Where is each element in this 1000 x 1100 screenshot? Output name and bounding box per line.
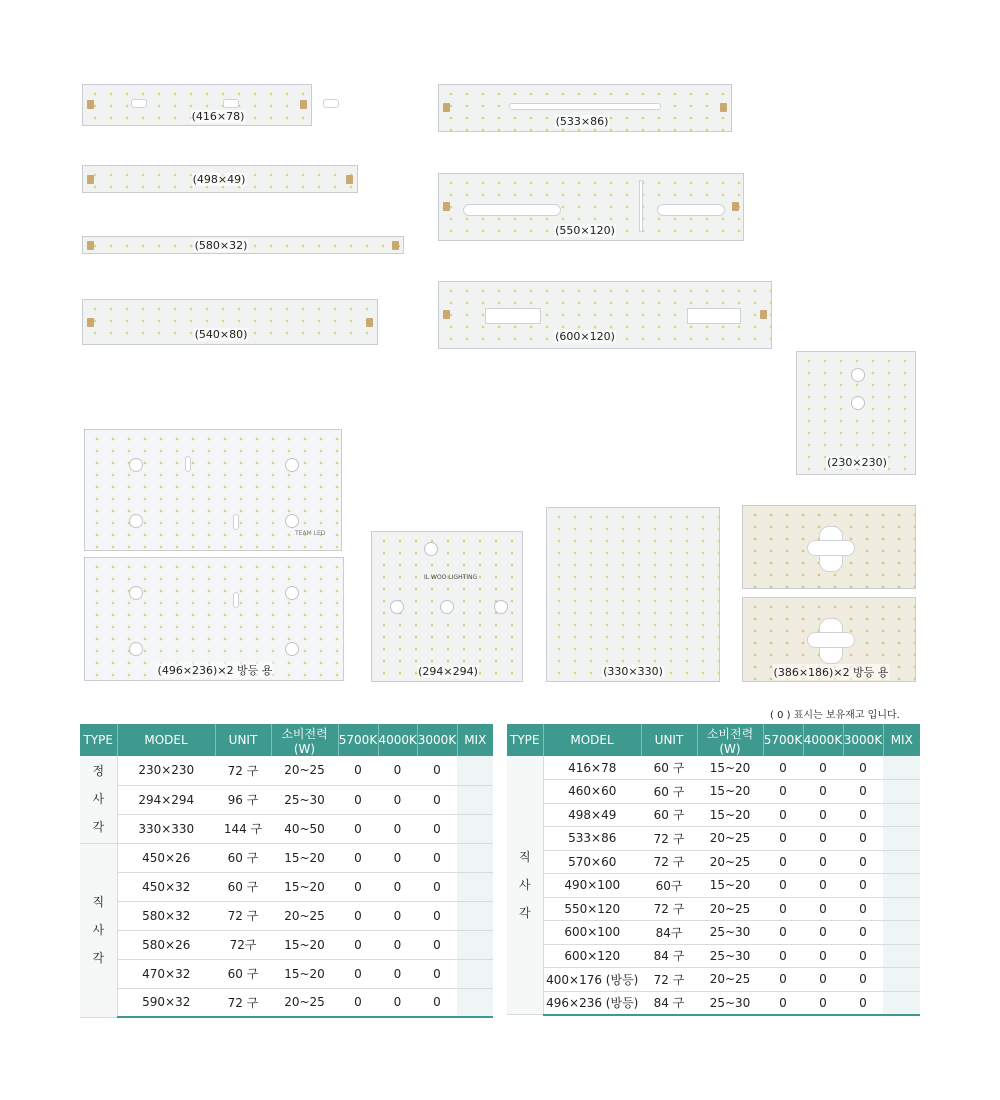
cell-unit: 72 구 <box>215 756 271 785</box>
cell-k5700: 0 <box>763 756 803 780</box>
cell-unit: 72 구 <box>641 897 697 921</box>
cell-k5700: 0 <box>763 850 803 874</box>
cell-k5700: 0 <box>763 991 803 1015</box>
cell-unit: 60 구 <box>215 872 271 901</box>
cell-k4000: 0 <box>803 944 843 968</box>
cell-k4000: 0 <box>803 897 843 921</box>
cell-model: 498×49 <box>543 803 641 827</box>
type-char: 사 <box>518 878 531 892</box>
cell-mix <box>457 785 493 814</box>
board-caption: (230×230) <box>827 456 887 469</box>
cell-k4000: 0 <box>378 930 417 959</box>
board-caption: (600×120) <box>555 330 615 343</box>
led-board-416x78 <box>82 84 312 126</box>
cell-k5700: 0 <box>763 897 803 921</box>
cell-watt: 20~25 <box>697 968 763 992</box>
led-board-540x80 <box>82 299 378 345</box>
cell-k5700: 0 <box>338 756 378 785</box>
cell-watt: 40~50 <box>271 814 338 843</box>
table-row <box>80 988 493 1017</box>
cell-k3000: 0 <box>843 944 883 968</box>
cell-mix <box>457 959 493 988</box>
cell-k3000: 0 <box>417 872 457 901</box>
cell-unit: 72 구 <box>215 901 271 930</box>
cell-model: 600×120 <box>543 944 641 968</box>
cell-k4000: 0 <box>803 968 843 992</box>
cell-model: 470×32 <box>117 959 215 988</box>
table-header-row <box>507 724 920 756</box>
cell-k3000: 0 <box>843 991 883 1015</box>
cell-model: 294×294 <box>117 785 215 814</box>
cell-k5700: 0 <box>338 959 378 988</box>
cell-model: 450×26 <box>117 843 215 872</box>
cell-k4000: 0 <box>803 850 843 874</box>
cell-watt: 15~20 <box>271 843 338 872</box>
cell-unit: 84 구 <box>641 944 697 968</box>
cell-watt: 15~20 <box>697 756 763 780</box>
led-board-498x49 <box>82 165 358 193</box>
header-4000k: 4000K <box>803 724 843 756</box>
cell-unit: 144 구 <box>215 814 271 843</box>
cell-unit: 60 구 <box>215 959 271 988</box>
cell-k3000: 0 <box>417 901 457 930</box>
cell-watt: 25~30 <box>697 991 763 1015</box>
cell-mix <box>883 803 920 827</box>
cell-k5700: 0 <box>338 901 378 930</box>
cell-k3000: 0 <box>417 930 457 959</box>
board-caption: (386×186)×2 방등 용 <box>773 666 889 679</box>
cell-watt: 15~20 <box>697 874 763 898</box>
cell-k3000: 0 <box>843 968 883 992</box>
cell-k4000: 0 <box>378 901 417 930</box>
cell-watt: 25~30 <box>271 785 338 814</box>
cell-model: 580×26 <box>117 930 215 959</box>
cell-k5700: 0 <box>763 921 803 945</box>
cell-k3000: 0 <box>843 803 883 827</box>
cell-k5700: 0 <box>763 780 803 804</box>
cell-mix <box>883 827 920 851</box>
type-char: 정 <box>92 764 105 779</box>
cell-model: 570×60 <box>543 850 641 874</box>
table-row <box>80 756 493 785</box>
cell-watt: 25~30 <box>697 921 763 945</box>
cell-k5700: 0 <box>763 968 803 992</box>
cell-unit: 72구 <box>215 930 271 959</box>
table-row <box>80 814 493 843</box>
cell-k4000: 0 <box>378 756 417 785</box>
board-caption: (540×80) <box>194 328 248 341</box>
led-board-386x186-a <box>742 505 916 589</box>
table-row <box>80 785 493 814</box>
type-char: 각 <box>92 951 105 965</box>
cell-k3000: 0 <box>417 959 457 988</box>
cell-watt: 15~20 <box>697 780 763 804</box>
cell-model: 460×60 <box>543 780 641 804</box>
cell-unit: 72 구 <box>641 968 697 992</box>
cell-unit: 72 구 <box>641 850 697 874</box>
table-row <box>507 780 920 804</box>
led-board-580x32 <box>82 236 404 254</box>
cell-k4000: 0 <box>803 921 843 945</box>
header-5700k: 5700K <box>338 724 378 756</box>
led-board-230x230 <box>796 351 916 475</box>
cell-mix <box>883 850 920 874</box>
table-row <box>80 930 493 959</box>
cell-k4000: 0 <box>803 756 843 780</box>
cell-model: 600×100 <box>543 921 641 945</box>
cell-k5700: 0 <box>763 803 803 827</box>
cell-k5700: 0 <box>338 988 378 1017</box>
cell-mix <box>883 897 920 921</box>
cell-k4000: 0 <box>378 988 417 1017</box>
header-3000k: 3000K <box>843 724 883 756</box>
led-board-496x236-a <box>84 429 342 551</box>
cell-watt: 20~25 <box>697 897 763 921</box>
cell-watt: 15~20 <box>271 959 338 988</box>
cell-k4000: 0 <box>803 780 843 804</box>
board-caption: (533×86) <box>555 115 609 128</box>
cell-k5700: 0 <box>763 944 803 968</box>
led-board-330x330 <box>546 507 720 682</box>
header-type: TYPE <box>507 724 543 756</box>
cell-k5700: 0 <box>338 872 378 901</box>
cell-k3000: 0 <box>417 988 457 1017</box>
cell-unit: 84구 <box>641 921 697 945</box>
cell-unit: 60 구 <box>641 756 697 780</box>
board-caption: (498×49) <box>192 173 246 186</box>
type-char: 직 <box>518 850 531 864</box>
cell-k5700: 0 <box>338 814 378 843</box>
type-char: 사 <box>92 923 105 937</box>
cell-watt: 15~20 <box>697 803 763 827</box>
type-cell <box>80 843 117 1017</box>
cell-model: 496×236 (방등) <box>543 991 641 1015</box>
cell-watt: 20~25 <box>271 756 338 785</box>
cell-mix <box>457 901 493 930</box>
table-row <box>507 921 920 945</box>
table-row <box>507 827 920 851</box>
board-caption: (416×78) <box>191 110 245 123</box>
spec-table-left <box>80 724 493 1018</box>
cell-k5700: 0 <box>338 785 378 814</box>
table-header-row <box>80 724 493 756</box>
header-unit: UNIT <box>641 724 697 756</box>
table-row <box>507 968 920 992</box>
cell-k3000: 0 <box>843 850 883 874</box>
header-unit: UNIT <box>215 724 271 756</box>
type-char: 직 <box>92 895 105 909</box>
cell-k3000: 0 <box>843 874 883 898</box>
cell-k3000: 0 <box>417 843 457 872</box>
board-brand-mark: TEAM LED <box>295 530 326 537</box>
cell-unit: 60 구 <box>215 843 271 872</box>
cell-model: 230×230 <box>117 756 215 785</box>
header-model: MODEL <box>117 724 215 756</box>
cell-unit: 72 구 <box>215 988 271 1017</box>
cell-model: 580×32 <box>117 901 215 930</box>
cell-k4000: 0 <box>378 843 417 872</box>
table-row <box>507 991 920 1015</box>
cell-mix <box>883 780 920 804</box>
table-row <box>507 803 920 827</box>
cell-mix <box>883 756 920 780</box>
cell-k3000: 0 <box>417 785 457 814</box>
table-row <box>80 959 493 988</box>
led-board-600x120 <box>438 281 772 349</box>
cell-k5700: 0 <box>338 843 378 872</box>
header-3000k: 3000K <box>417 724 457 756</box>
cell-k3000: 0 <box>843 780 883 804</box>
type-cell <box>507 756 543 1015</box>
cell-k5700: 0 <box>763 827 803 851</box>
cell-unit: 84 구 <box>641 991 697 1015</box>
cell-watt: 15~20 <box>271 872 338 901</box>
cell-watt: 20~25 <box>271 988 338 1017</box>
cell-mix <box>883 921 920 945</box>
cell-k3000: 0 <box>843 827 883 851</box>
header-5700k: 5700K <box>763 724 803 756</box>
cell-mix <box>457 988 493 1017</box>
table-row <box>507 874 920 898</box>
header-4000k: 4000K <box>378 724 417 756</box>
cell-model: 550×120 <box>543 897 641 921</box>
board-brand-mark: IL WOO LIGHTING <box>424 574 478 581</box>
led-board-294x294 <box>371 531 523 682</box>
cell-mix <box>457 930 493 959</box>
cell-k3000: 0 <box>417 756 457 785</box>
cell-unit: 72 구 <box>641 827 697 851</box>
led-board-386x186-b <box>742 597 916 682</box>
cell-model: 490×100 <box>543 874 641 898</box>
header-type: TYPE <box>80 724 117 756</box>
cell-model: 450×32 <box>117 872 215 901</box>
cell-watt: 15~20 <box>271 930 338 959</box>
cell-unit: 60구 <box>641 874 697 898</box>
spec-table-right <box>507 724 920 1016</box>
led-board-496x236-b <box>84 557 344 681</box>
cell-k4000: 0 <box>378 959 417 988</box>
cell-k4000: 0 <box>378 785 417 814</box>
type-char: 사 <box>92 792 105 807</box>
cell-watt: 20~25 <box>697 850 763 874</box>
type-cell <box>80 756 117 843</box>
cell-k4000: 0 <box>378 814 417 843</box>
cell-model: 400×176 (방등) <box>543 968 641 992</box>
header-mix: MIX <box>883 724 920 756</box>
table-row <box>507 897 920 921</box>
table-row <box>507 944 920 968</box>
cell-k5700: 0 <box>763 874 803 898</box>
cell-mix <box>883 874 920 898</box>
board-caption: (330×330) <box>603 665 663 678</box>
cell-watt: 20~25 <box>271 901 338 930</box>
cell-mix <box>457 756 493 785</box>
cell-unit: 60 구 <box>641 780 697 804</box>
cell-model: 590×32 <box>117 988 215 1017</box>
cell-mix <box>883 991 920 1015</box>
header-mix: MIX <box>457 724 493 756</box>
table-row <box>507 850 920 874</box>
cell-k3000: 0 <box>417 814 457 843</box>
led-board-533x86 <box>438 84 732 132</box>
cell-k4000: 0 <box>378 872 417 901</box>
cell-k3000: 0 <box>843 897 883 921</box>
cell-k4000: 0 <box>803 874 843 898</box>
cell-watt: 20~25 <box>697 827 763 851</box>
table-row <box>80 843 493 872</box>
table-row <box>507 756 920 780</box>
table-row <box>80 872 493 901</box>
cell-mix <box>883 968 920 992</box>
cell-model: 330×330 <box>117 814 215 843</box>
cell-mix <box>457 843 493 872</box>
header-watt: 소비전력(W) <box>271 724 338 756</box>
cell-k4000: 0 <box>803 803 843 827</box>
table-row <box>80 901 493 930</box>
type-char: 각 <box>92 820 105 835</box>
header-watt: 소비전력(W) <box>697 724 763 756</box>
cell-unit: 60 구 <box>641 803 697 827</box>
board-caption: (550×120) <box>555 224 615 237</box>
cell-k4000: 0 <box>803 991 843 1015</box>
board-caption: (580×32) <box>194 239 248 252</box>
led-board-550x120 <box>438 173 744 241</box>
stock-note: ( 0 ) 표시는 보유재고 입니다. <box>770 710 900 721</box>
board-caption: (294×294) <box>418 665 478 678</box>
cell-mix <box>883 944 920 968</box>
cell-k3000: 0 <box>843 921 883 945</box>
cell-watt: 25~30 <box>697 944 763 968</box>
cell-mix <box>457 872 493 901</box>
cell-k3000: 0 <box>843 756 883 780</box>
cell-model: 533×86 <box>543 827 641 851</box>
type-char: 각 <box>518 906 531 920</box>
cell-model: 416×78 <box>543 756 641 780</box>
cell-k5700: 0 <box>338 930 378 959</box>
cell-k4000: 0 <box>803 827 843 851</box>
header-model: MODEL <box>543 724 641 756</box>
cell-unit: 96 구 <box>215 785 271 814</box>
cell-mix <box>457 814 493 843</box>
board-caption: (496×236)×2 방등 용 <box>157 664 273 677</box>
